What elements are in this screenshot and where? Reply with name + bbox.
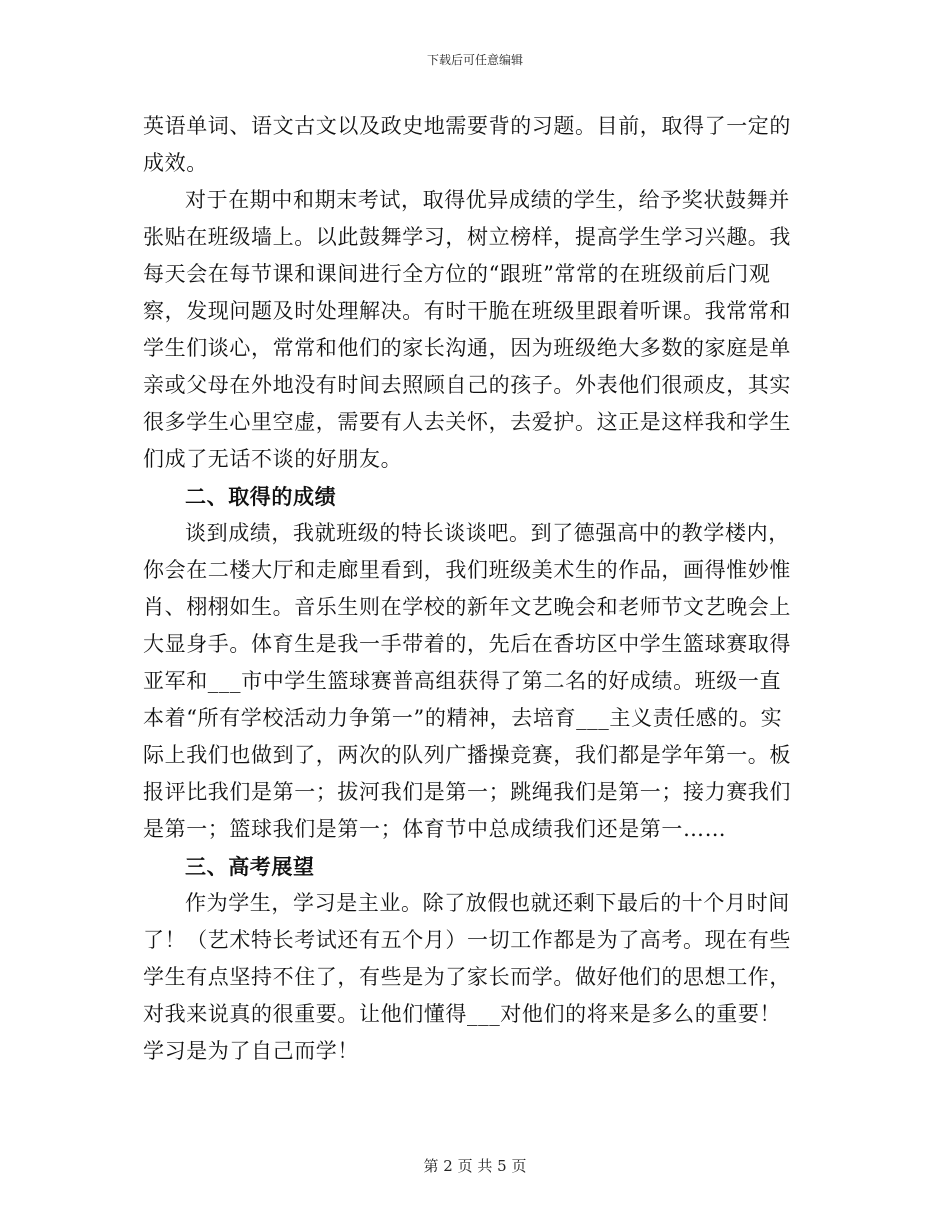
document-body [143,108,798,1070]
paragraph-achievements: 谈到成绩，我就班级的特长谈谈吧。到了德强高中的教学楼内，你会在二楼大厅和走廊里看到，我们班级美术生的作品，画得惟妙惟肖、栩栩如生。音乐生则在学校的新年文艺晚会和老师节文艺晚会上大显身手。体育生是我一手带着的，先后在香坊区中学生篮球赛取得亚军和___市中学生篮球赛普高组获得了第二名的好成绩。班级一直本着“所有学校活动力争第一”的精神，去培育___主义责任感的。实际上我们也做到了，两次的队列广播操竞赛，我们都是学年第一。板报评比我们是第一；拔河我们是第一；跳绳我们是第一；接力赛我们是第一；篮球我们是第一；体育节中总成绩我们还是第一…… [143,521,791,841]
paragraph-continued: 英语单词、语文古文以及政史地需要背的习题。目前，取得了一定的成效。 [143,114,791,175]
paragraph-exam-outlook: 作为学生，学习是主业。除了放假也就还剩下最后的十个月时间了！（艺术特长考试还有五个月）一切工作都是为了高考。现在有些学生有点坚持不住了，有些是为了家长而学。做好他们的思想工作，对我来说真的很重要。让他们懂得___对他们的将来是多么的重要！学习是为了自己而学！ [143,891,791,1063]
section-heading-exam-outlook: 三、高考展望 [185,854,315,879]
section-heading-achievements: 二、取得的成绩 [185,484,337,509]
header-note: 下载后可任意编辑 [426,53,523,67]
paragraph-class-management: 对于在期中和期末考试，取得优异成绩的学生，给予奖状鼓舞并张贴在班级墙上。以此鼓舞学习，树立榜样，提高学生学习兴趣。我每天会在每节课和课间进行全方位的“跟班”常常的在班级前后门观察，发现问题及时处理解决。有时干脆在班级里跟着听课。我常常和学生们谈心，常常和他们的家长沟通，因为班级绝大多数的家庭是单亲或父母在外地没有时间去照顾自己的孩子。外表他们很顽皮，其实很多学生心里空虚，需要有人去关怀，去爱护。这正是这样我和学生们成了无话不谈的好朋友。 [143,188,791,471]
page-number-footer: 第 2 页 共 5 页 [423,1157,527,1175]
